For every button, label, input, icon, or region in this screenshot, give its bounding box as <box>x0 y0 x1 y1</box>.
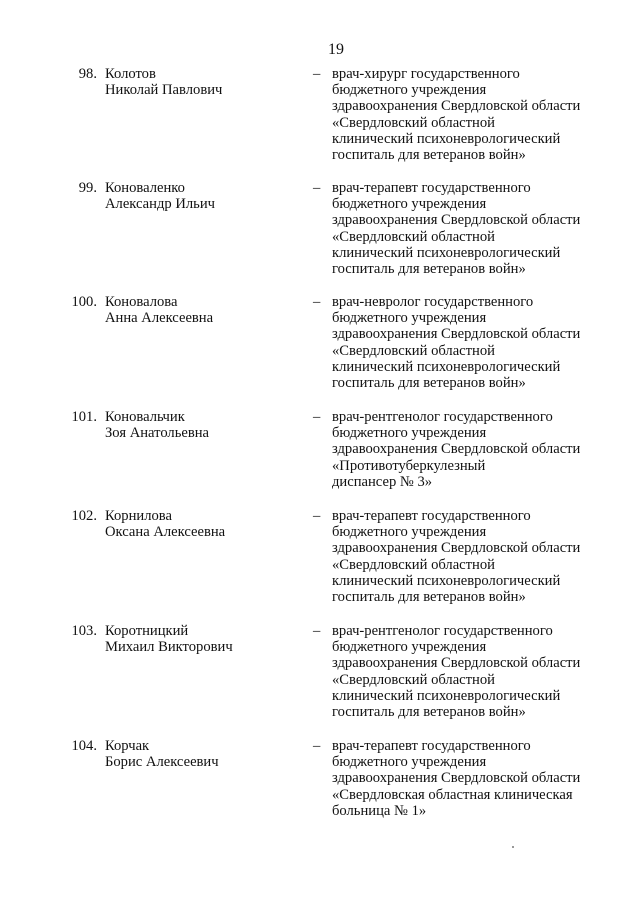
desc-line: «Свердловский областной <box>332 114 495 131</box>
entry-number: 103. <box>71 623 97 639</box>
desc-line: госпиталь для ветеранов войн» <box>332 375 526 392</box>
given-name: Александр Ильич <box>105 196 215 213</box>
desc-line: «Свердловский областной <box>332 556 495 573</box>
desc-line: бюджетного учреждения <box>332 524 487 541</box>
desc-line: врач-рентгенолог государственного <box>332 409 553 425</box>
dash: – <box>313 623 321 639</box>
desc-line: бюджетного учреждения <box>332 754 487 771</box>
entry-number: 102. <box>71 508 97 524</box>
desc-line: клинический психоневрологический <box>332 244 561 261</box>
dash: – <box>313 508 321 524</box>
desc-line: здравоохранения Свердловской области <box>332 655 581 672</box>
person-name <box>105 409 305 441</box>
desc-line: бюджетного учреждения <box>332 425 487 442</box>
desc-line: госпиталь для ветеранов войн» <box>332 147 526 164</box>
desc-line: здравоохранения Свердловской области <box>332 770 581 787</box>
given-name: Николай Павлович <box>105 82 223 99</box>
desc-line: бюджетного учреждения <box>332 82 487 99</box>
desc-line: больница № 1» <box>332 802 427 819</box>
desc-line: здравоохранения Свердловской области <box>332 326 581 343</box>
desc-line: бюджетного учреждения <box>332 196 487 213</box>
dash: – <box>313 66 321 82</box>
desc-line: диспансер № 3» <box>332 473 433 490</box>
desc-line: врач-терапевт государственного <box>332 508 531 524</box>
desc-line: «Противотуберкулезный <box>332 457 486 474</box>
surname: Корчак <box>105 738 150 754</box>
entry-number: 98. <box>78 66 97 82</box>
person-name <box>105 508 305 540</box>
person-name <box>105 738 305 770</box>
dash: – <box>313 180 321 196</box>
person-name <box>105 180 305 212</box>
entry-number: 99. <box>78 180 97 196</box>
desc-line: врач-рентгенолог государственного <box>332 623 553 639</box>
position-description <box>332 66 622 163</box>
position-description <box>332 409 622 490</box>
given-name: Борис Алексеевич <box>105 754 219 771</box>
desc-line: клинический психоневрологический <box>332 687 561 704</box>
surname: Колотов <box>105 66 156 82</box>
desc-line: клинический психоневрологический <box>332 130 561 147</box>
desc-line: клинический психоневрологический <box>332 358 561 375</box>
position-description <box>332 738 622 819</box>
entry-number: 100. <box>71 294 97 310</box>
desc-line: госпиталь для ветеранов войн» <box>332 261 526 278</box>
surname: Коновалова <box>105 294 178 310</box>
dash: – <box>313 294 321 310</box>
desc-line: госпиталь для ветеранов войн» <box>332 589 526 606</box>
entry-number: 104. <box>71 738 97 754</box>
dash: – <box>313 738 321 754</box>
position-description <box>332 508 622 605</box>
surname: Коноваленко <box>105 180 185 196</box>
person-name <box>105 294 305 326</box>
given-name: Михаил Викторович <box>105 639 233 656</box>
desc-line: клинический психоневрологический <box>332 572 561 589</box>
dash: – <box>313 409 321 425</box>
surname: Коротницкий <box>105 623 189 639</box>
position-description <box>332 623 622 720</box>
entry-number: 101. <box>71 409 97 425</box>
desc-line: врач-терапевт государственного <box>332 180 531 196</box>
given-name: Анна Алексеевна <box>105 310 214 327</box>
desc-line: врач-хирург государственного <box>332 66 520 82</box>
desc-line: бюджетного учреждения <box>332 639 487 656</box>
surname: Коновальчик <box>105 409 185 425</box>
desc-line: госпиталь для ветеранов войн» <box>332 704 526 721</box>
desc-line: «Свердловская областная клиническая <box>332 786 573 803</box>
given-name: Оксана Алексеевна <box>105 524 226 541</box>
person-name <box>105 623 305 655</box>
position-description <box>332 180 622 277</box>
desc-line: здравоохранения Свердловской области <box>332 540 581 557</box>
desc-line: здравоохранения Свердловской области <box>332 441 581 458</box>
desc-line: «Свердловский областной <box>332 671 495 688</box>
scan-speck <box>512 846 514 848</box>
desc-line: здравоохранения Свердловской области <box>332 212 581 229</box>
desc-line: бюджетного учреждения <box>332 310 487 327</box>
desc-line: здравоохранения Свердловской области <box>332 98 581 115</box>
surname: Корнилова <box>105 508 172 524</box>
position-description <box>332 294 622 391</box>
desc-line: «Свердловский областной <box>332 342 495 359</box>
desc-line: врач-невролог государственного <box>332 294 534 310</box>
given-name: Зоя Анатольевна <box>105 425 210 442</box>
desc-line: «Свердловский областной <box>332 228 495 245</box>
desc-line: врач-терапевт государственного <box>332 738 531 754</box>
person-name <box>105 66 305 98</box>
page-number: 19 <box>328 41 344 58</box>
